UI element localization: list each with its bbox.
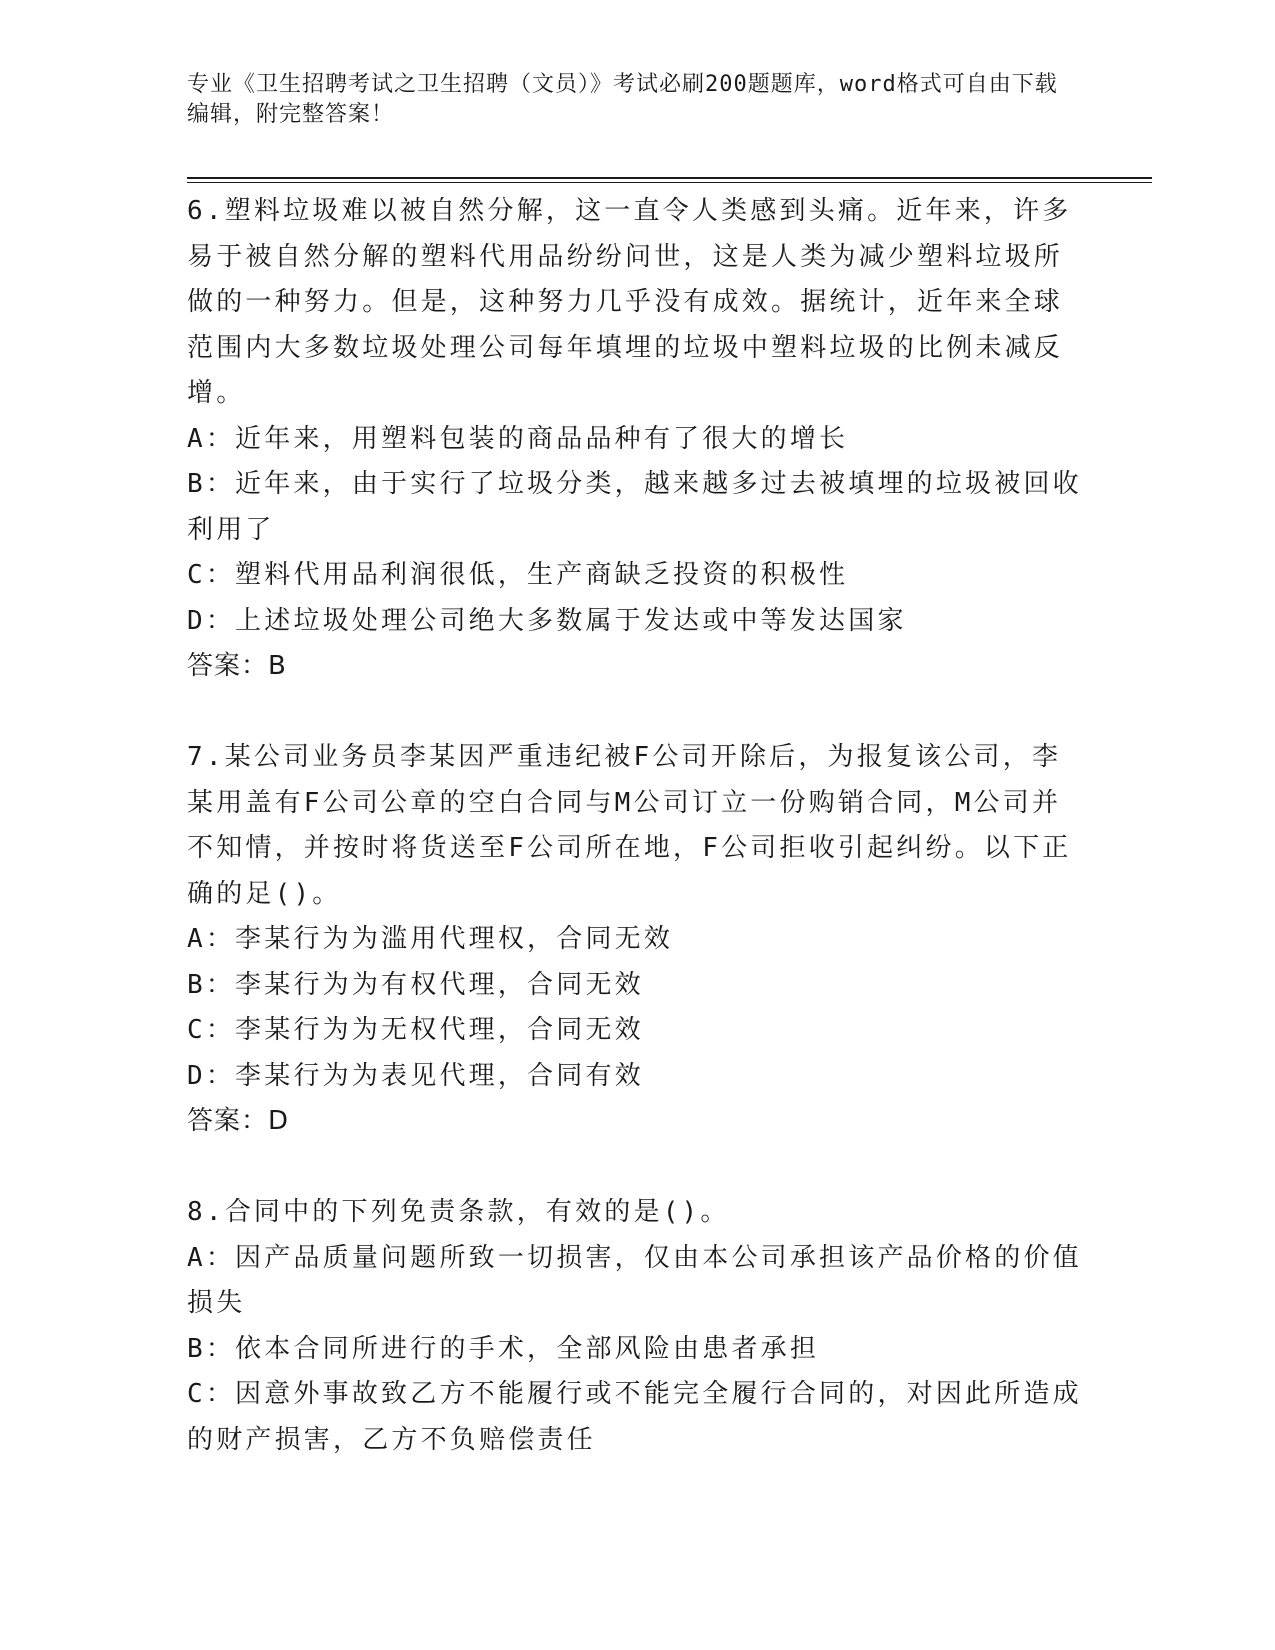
question-list [187,189,1082,1463]
option-c: C：李某行为为无权代理，合同无效 [187,1015,644,1045]
option-a: A：近年来，用塑料包装的商品品种有了很大的增长 [187,423,849,454]
option-d: D：上述垃圾处理公司绝大多数属于发达或中等发达国家 [187,605,907,636]
question-8 [187,1190,1082,1463]
divider-thin-line [187,182,1152,183]
option-a: A：李某行为为滥用代理权，合同无效 [187,924,674,954]
answer-label: 答案：D [187,1106,290,1136]
answer-label: 答案：B [187,651,287,681]
option-c: C：因意外事故致乙方不能履行或不能完全履行合同的，对因此所造成的财产损害，乙方不负赔偿责任 [187,1379,1082,1455]
header-divider [187,177,1152,185]
question-stem: 6.塑料垃圾难以被自然分解，这一直令人类感到头痛。近年来，许多易于被自然分解的塑料代用品纷纷问世，这是人类为减少塑料垃圾所做的一种努力。但是，这种努力几乎没有成效。据统计，近年来全球范围内大多数垃圾处理公司每年填埋的垃圾中塑料垃圾的比例未减反增。 [187,196,1072,408]
question-7 [187,735,1082,1145]
option-c: C：塑料代用品利润很低，生产商缺乏投资的积极性 [187,560,849,590]
page-header: 专业《卫生招聘考试之卫生招聘（文员）》考试必刷200题题库，word格式可自由下载编辑，附完整答案！ [187,72,1058,127]
option-d: D：李某行为为表见代理，合同有效 [187,1060,644,1091]
question-gap [187,1145,1082,1191]
question-6 [187,189,1082,690]
option-a: A：因产品质量问题所致一切损害，仅由本公司承担该产品价格的价值损失 [187,1242,1082,1318]
option-b: B：近年来，由于实行了垃圾分类，越来越多过去被填埋的垃圾被回收利用了 [187,469,1082,545]
option-b: B：李某行为为有权代理，合同无效 [187,969,644,1000]
question-stem: 7.某公司业务员李某因严重违纪被F公司开除后，为报复该公司，李某用盖有F公司公章的空白合同与M公司订立一份购销合同，M公司并不知情，并按时将货送至F公司所在地，F公司拒收引起纠纷。以下正确的足()。 [187,742,1072,909]
question-stem: 8.合同中的下列免责条款，有效的是()。 [187,1197,730,1227]
divider-thick-line [187,177,1152,179]
option-b: B：依本合同所进行的手术，全部风险由患者承担 [187,1333,820,1364]
question-gap [187,690,1082,736]
